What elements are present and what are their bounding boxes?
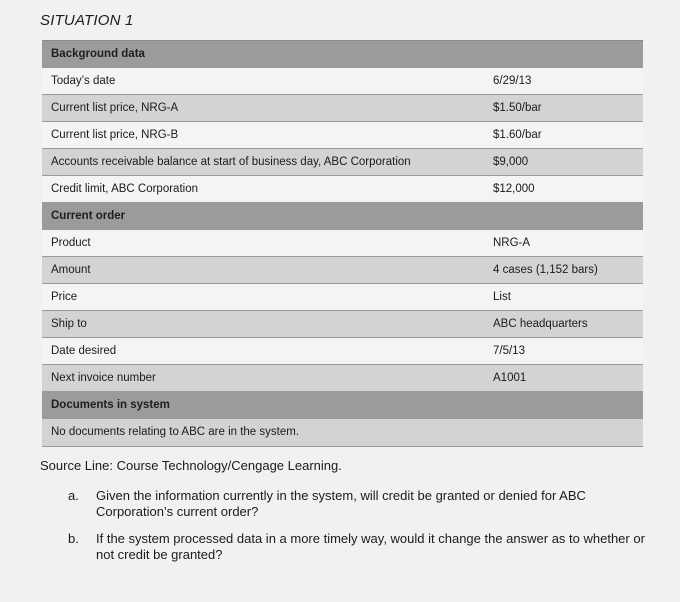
table-row <box>42 68 643 95</box>
table-row <box>42 122 643 149</box>
row-label: Date desired <box>51 345 117 357</box>
row-label: Price <box>51 291 78 303</box>
row-label: Documents in system <box>51 399 170 411</box>
row-value: 4 cases (1,152 bars) <box>493 264 598 276</box>
row-label: No documents relating to ABC are in the system. <box>51 426 300 438</box>
row-label: Current order <box>51 210 126 222</box>
row-label: Ship to <box>51 318 87 330</box>
row-value: ABC headquarters <box>493 318 588 330</box>
row-value: $1.50/bar <box>493 102 542 114</box>
table-row <box>42 365 643 392</box>
row-value: $9,000 <box>493 156 529 168</box>
table-row <box>42 230 643 257</box>
question-text: Given the information currently in the system, will credit be granted or denied for ABC Corporation’s current order? <box>96 488 586 519</box>
row-label: Amount <box>51 264 91 276</box>
question-list <box>68 488 648 574</box>
row-value: $1.60/bar <box>493 129 542 141</box>
situation-table <box>42 40 643 447</box>
row-value: NRG-A <box>493 237 531 249</box>
table-row <box>42 392 643 419</box>
row-label: Current list price, NRG-B <box>51 129 179 141</box>
row-value: A1001 <box>493 372 527 384</box>
row-label: Today’s date <box>51 75 116 87</box>
row-value: $12,000 <box>493 183 535 195</box>
row-label: Product <box>51 237 91 249</box>
table-row <box>42 41 643 68</box>
table-row <box>42 284 643 311</box>
table-row <box>42 338 643 365</box>
row-label: Accounts receivable balance at start of business day, ABC Corporation <box>51 156 411 168</box>
row-label: Credit limit, ABC Corporation <box>51 183 198 195</box>
row-label: Next invoice number <box>51 372 156 384</box>
row-value: 6/29/13 <box>493 75 532 87</box>
row-label: Current list price, NRG-A <box>51 102 179 114</box>
question-letter: b. <box>68 531 79 546</box>
question-text: If the system processed data in a more timely way, would it change the answer as to whether or not credit be granted? <box>96 531 645 562</box>
table-row <box>42 203 643 230</box>
row-label: Background data <box>51 48 145 60</box>
row-value: 7/5/13 <box>493 345 525 357</box>
question-letter: a. <box>68 488 79 503</box>
table-row <box>42 311 643 338</box>
table-row <box>42 257 643 284</box>
page-title: SITUATION 1 <box>40 12 134 29</box>
table-row <box>42 419 643 447</box>
question-item <box>68 488 648 520</box>
row-value: List <box>493 291 511 303</box>
table-row <box>42 149 643 176</box>
table-row <box>42 95 643 122</box>
source-line: Source Line: Course Technology/Cengage Learning. <box>40 458 342 473</box>
question-item <box>68 531 648 563</box>
table-row <box>42 176 643 203</box>
